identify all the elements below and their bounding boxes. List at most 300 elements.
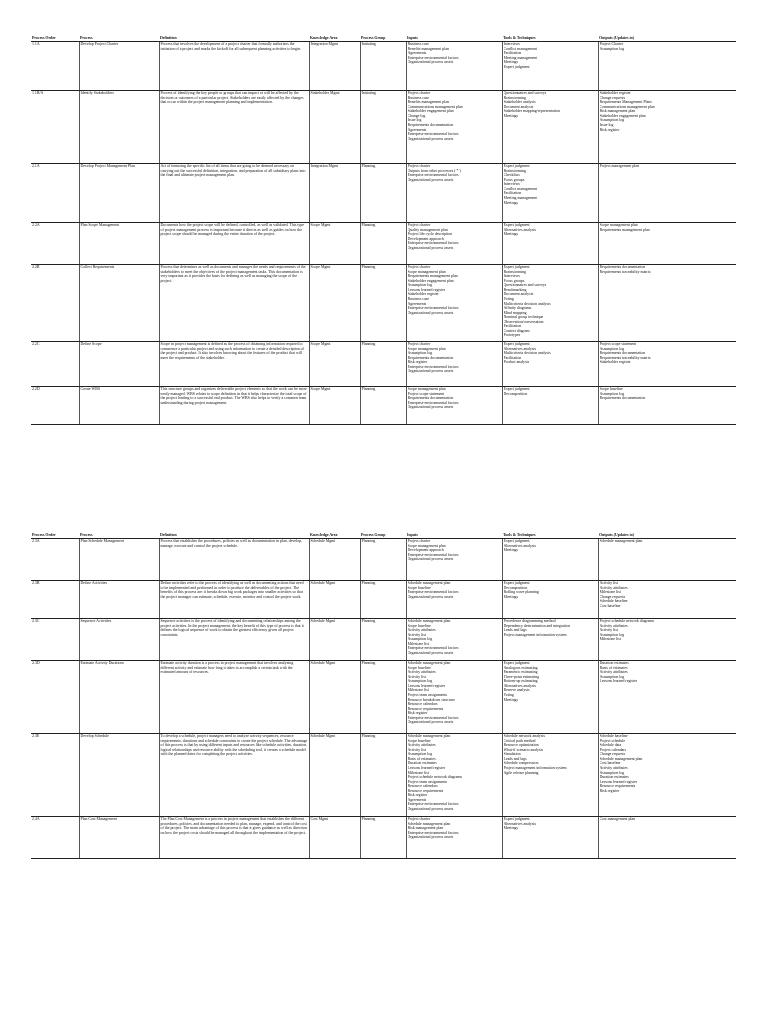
output-item: Requirements management plan (599, 227, 650, 232)
process-order-cell: 2.3B (31, 580, 79, 618)
tool-item: Schedule compression (503, 761, 539, 766)
outputs-cell (598, 386, 736, 424)
input-item: Organizational process assets (407, 136, 454, 141)
tool-item: Brainstorming (503, 95, 526, 100)
output-item: Risk management plan (599, 109, 636, 114)
tool-item: Product analysis (503, 360, 530, 365)
process-name-cell: Define Activities (79, 580, 159, 618)
tool-item: Leads and lags (503, 628, 527, 633)
process-group-cell: Planning (360, 816, 406, 858)
output-item: Assumption log (599, 46, 625, 51)
knowledge-area-cell: Scope Mgmt (309, 386, 360, 424)
tool-item: Agile release planning (503, 770, 539, 775)
output-item: Issue log (599, 123, 614, 128)
knowledge-area-cell: Schedule Mgmt (309, 538, 360, 580)
process-order-cell: 2.3D (31, 660, 79, 733)
input-item: Requirements documentation (407, 396, 454, 401)
tool-item: Brainstorming (503, 269, 526, 274)
tool-item: Interviews (503, 274, 520, 279)
tool-item: Meetings (503, 232, 518, 237)
input-item: Organizational process assets (407, 651, 454, 656)
input-item: Lessons learned register (407, 766, 446, 771)
tool-item: Project management information system (503, 632, 567, 637)
header-definition: Definition (159, 35, 309, 41)
input-item: Business case (407, 42, 430, 47)
tool-item: Leads and lags (503, 756, 527, 761)
process-name-cell: Develop Project Management Plan (79, 163, 159, 222)
tool-item: Facilitation (503, 51, 522, 56)
input-item: Enterprise environmental factors (407, 173, 459, 178)
tool-item: Voting (503, 693, 514, 698)
tools-cell (502, 618, 598, 660)
tool-item: Facilitation (503, 324, 522, 329)
definition-cell: The Plan Cost Management is a process in project management that establishes the different procedures, policies, and documentation needed to plan, manage, expend, and control the cost of the project. The main advantage of this process is that it gives guidance as well as direction on how the project costs should be managed all throughout the implementation of the project. (159, 816, 309, 858)
outputs-cell (598, 90, 736, 163)
tool-item: Meetings (503, 113, 518, 118)
input-item: Enterprise environmental factors (407, 364, 459, 369)
process-group-cell: Planning (360, 264, 406, 341)
tool-item: Expert judgment (503, 164, 530, 169)
table-row (31, 618, 736, 660)
tool-item: Alternatives analysis (503, 346, 537, 351)
input-item: Business case (407, 297, 430, 302)
input-item: Activity list (407, 747, 426, 752)
outputs-cell (598, 538, 736, 580)
inputs-cell (406, 733, 502, 816)
tool-item: Parametric estimating (503, 670, 538, 675)
tool-item: Expert judgment (503, 223, 530, 228)
header-process: Process (79, 35, 159, 41)
tool-item: Project management information system (503, 766, 567, 771)
output-item: Project management plan (599, 164, 640, 169)
input-item: Scope baseline (407, 665, 431, 670)
tool-item: Multicriteria decision analysis (503, 301, 551, 306)
input-item: Assumption log (407, 351, 433, 356)
tool-item: Expert judgment (503, 265, 530, 270)
process-group-cell: Planning (360, 618, 406, 660)
tools-cell (502, 41, 598, 90)
input-item: Requirements documentation (407, 355, 454, 360)
definition-cell: To develop a schedule, project managers need to analyze activity sequences, resource requirements, durations and schedule constraints to create the project schedule. The advantage of this process is that by using different inputs and resources like schedule activities, duration, logical relationships and resource ability with the scheduling tool, it creates a schedule model with the planned dates for completing the project activities. (159, 733, 309, 816)
tool-item: Expert judgment (503, 387, 530, 392)
input-item: Project team assignments (407, 779, 448, 784)
inputs-cell (406, 538, 502, 580)
output-item: Schedule baseline (599, 734, 628, 739)
inputs-cell (406, 386, 502, 424)
input-item: Organizational process assets (407, 245, 454, 250)
input-item: Risk register (407, 711, 428, 716)
input-item: Scope baseline (407, 623, 431, 628)
tool-item: Multicriteria decision analysis (503, 351, 551, 356)
inputs-cell (406, 163, 502, 222)
tool-item: Bottom-up estimating (503, 679, 538, 684)
process-order-cell: 2.3E (31, 733, 79, 816)
tool-item: Mind mapping (503, 310, 527, 315)
output-item: Duration estimates (599, 661, 629, 666)
process-order-cell: 1.1A (31, 41, 79, 90)
table-row (31, 264, 736, 341)
tool-item: Alternatives analysis (503, 543, 537, 548)
outputs-cell (598, 816, 736, 858)
output-item: Activity attributes (599, 766, 628, 771)
output-item: Project Charter (599, 42, 624, 47)
input-item: Benefits management plan (407, 100, 449, 105)
inputs-cell (406, 41, 502, 90)
process-group-cell: Planning (360, 163, 406, 222)
tool-item: Rolling wave planning (503, 590, 539, 595)
input-item: Scope management plan (407, 269, 446, 274)
table-row (31, 816, 736, 858)
input-item: Change log (407, 113, 426, 118)
input-item: Resource requirements (407, 706, 444, 711)
output-item: Stakeholder register (599, 360, 631, 365)
input-item: Project charter (407, 91, 431, 96)
header-tools-techniques: Tools & Techniques (502, 532, 598, 538)
table-row (31, 341, 736, 386)
tool-item: Interviews (503, 42, 520, 47)
tool-item: Precedence diagramming method (503, 619, 556, 624)
tools-cell (502, 163, 598, 222)
header-process-group: Process Group (360, 35, 406, 41)
tools-cell (502, 341, 598, 386)
input-item: Schedule management plan (407, 581, 451, 586)
input-item: Resource requirements (407, 788, 444, 793)
output-item: Assumption log (599, 346, 625, 351)
definition-cell: Process that establishes the procedures, policies as well as documentation in plan, develop, manage, execute and control the project schedule. (159, 538, 309, 580)
process-group-cell: Planning (360, 538, 406, 580)
output-item: Requirements traceability matrix (599, 355, 651, 360)
header-definition: Definition (159, 532, 309, 538)
tool-item: Meetings (503, 826, 518, 831)
tool-item: Decomposition (503, 585, 528, 590)
input-item: Resource calendars (407, 702, 438, 707)
process-order-cell: 2.3C (31, 618, 79, 660)
input-item: Risk register (407, 360, 428, 365)
outputs-cell (598, 222, 736, 264)
tool-item: Meetings (503, 548, 518, 553)
input-item: Resource breakdown structure (407, 697, 455, 702)
input-item: Issue log (407, 118, 422, 123)
outputs-cell (598, 264, 736, 341)
tool-item: Expert judgment (503, 581, 530, 586)
input-item: Milestone list (407, 688, 429, 693)
output-item: Assumption log (599, 391, 625, 396)
tools-cell (502, 264, 598, 341)
output-item: Risk register (599, 127, 620, 132)
tool-item: What-if scenario analysis (503, 747, 544, 752)
input-item: Enterprise environmental factors (407, 830, 459, 835)
input-item: Benefits management plan (407, 46, 449, 51)
tool-item: Prototypes (503, 333, 521, 338)
input-item: Resource calendars (407, 784, 438, 789)
input-item: Quality management plan (407, 227, 448, 232)
outputs-cell (598, 733, 736, 816)
definition-cell: Define activities refer to the process of identifying as well as documenting actions that need to be implemented and performed in order to produce the deliverables of the project. The benefits of this process are: it breaks down big work packages into smaller activities so that the project manager can estimate, schedule, execute, monitor and control the project work. (159, 580, 309, 618)
output-item: Requirements Management Plans (599, 100, 652, 105)
process-name-cell: Define Scope (79, 341, 159, 386)
input-item: Activity list (407, 632, 426, 637)
process-name-cell: Develop Schedule (79, 733, 159, 816)
tool-item: Expert judgment (503, 64, 530, 69)
definition-cell: Act of itemizing the specific list of all items that are going to be deemed necessary on carrying out the successful definition, integration, and preparation of all subsidiary plans into the final and ultimate project management plan. (159, 163, 309, 222)
input-item: Communications management plan (407, 104, 463, 109)
output-item: Change requests (599, 95, 626, 100)
output-item: Requirements documentation (599, 396, 646, 401)
input-item: Scope management plan (407, 543, 446, 548)
output-item: Project schedule network diagrams (599, 619, 655, 624)
tool-item: Facilitation (503, 355, 522, 360)
inputs-cell (406, 816, 502, 858)
process-order-cell: 2.2B (31, 264, 79, 341)
outputs-cell (598, 163, 736, 222)
table-row (31, 660, 736, 733)
output-item: Scope management plan (599, 223, 638, 228)
table-row (31, 386, 736, 424)
process-name-cell: Create WBS (79, 386, 159, 424)
input-item: Project charter (407, 539, 431, 544)
input-item: Agreements (407, 301, 427, 306)
tools-cell (502, 580, 598, 618)
knowledge-area-cell: Scope Mgmt (309, 222, 360, 264)
process-order-cell: 2.3A (31, 538, 79, 580)
output-item: Activity attributes (599, 670, 628, 675)
input-item: Organizational process assets (407, 405, 454, 410)
input-item: Risk register (407, 793, 428, 798)
definition-cell: This structure groups and organizes deliverable project elements so that the work can be more easily managed. WBS relates to scope definition in that it helps characterize the total scope of the project leading to a successful end product. The WBS also helps to verify a common team understanding during project management. (159, 386, 309, 424)
header-process-order: Process Order (31, 532, 79, 538)
input-item: Project charter (407, 342, 431, 347)
tool-item: Meeting management (503, 55, 538, 60)
output-item: Assumption log (599, 674, 625, 679)
input-item: Milestone list (407, 641, 429, 646)
output-item: Requirements traceability matrix (599, 269, 651, 274)
tool-item: Resource optimization (503, 743, 539, 748)
output-item: Cost baseline (599, 603, 621, 608)
input-item: Agreements (407, 51, 427, 56)
input-item: Scope baseline (407, 585, 431, 590)
input-item: Enterprise environmental factors (407, 646, 459, 651)
header-process-group: Process Group (360, 532, 406, 538)
output-item: Communications management plan (599, 104, 655, 109)
process-group-cell: Initiating (360, 90, 406, 163)
tool-item: Interviews (503, 182, 520, 187)
input-item: Outputs from other processes ( * ) (407, 168, 461, 173)
tools-cell (502, 386, 598, 424)
tool-item: Three-point estimating (503, 674, 540, 679)
process-order-cell: 2.4A (31, 816, 79, 858)
input-item: Activity list (407, 674, 426, 679)
output-item: Activity attributes (599, 585, 628, 590)
definition-cell: Process that determines as well as documents and manages the needs and requirements of the stakeholders to meet the objectives of the project management tasks. This documentation is very important as it provides the basis for defining as well as managing the scope of the project. (159, 264, 309, 341)
tool-item: Critical path method (503, 738, 536, 743)
tool-item: Dependency determination and integration (503, 623, 570, 628)
input-item: Scope baseline (407, 738, 431, 743)
input-item: Activity attributes (407, 670, 436, 675)
knowledge-area-cell: Integration Mgmt (309, 41, 360, 90)
knowledge-area-cell: Scope Mgmt (309, 341, 360, 386)
tool-item: Observation/conversation (503, 319, 544, 324)
inputs-cell (406, 222, 502, 264)
tools-cell (502, 733, 598, 816)
process-group-cell: Planning (360, 222, 406, 264)
input-item: Organizational process assets (407, 369, 454, 374)
inputs-cell (406, 341, 502, 386)
outputs-cell (598, 618, 736, 660)
tool-item: Voting (503, 297, 514, 302)
process-name-cell: Sequence Activities (79, 618, 159, 660)
input-item: Scope management plan (407, 387, 446, 392)
tool-item: Stakeholder mapping/representation (503, 109, 560, 114)
header-outputs: Outputs (Updates to) (598, 532, 736, 538)
definition-cell: Scope in project management is defined as the process of obtaining information required to commence a particular project and using such information to create a detailed description of the project and product. It also involves knowing about the features of the product that will meet the requirements of the stakeholder. (159, 341, 309, 386)
tool-item: Document analysis (503, 104, 534, 109)
output-item: Assumption log (599, 632, 625, 637)
tool-item: Conflict management (503, 46, 538, 51)
output-item: Stakeholder engagement plan (599, 113, 646, 118)
process-group-cell: Planning (360, 580, 406, 618)
input-item: Organizational process assets (407, 60, 454, 65)
input-item: Project team assignments (407, 693, 448, 698)
output-item: Cost baseline (599, 761, 621, 766)
knowledge-area-cell: Integration Mgmt (309, 163, 360, 222)
output-item: Change requests (599, 594, 626, 599)
input-item: Enterprise environmental factors (407, 400, 459, 405)
tools-cell (502, 538, 598, 580)
output-item: Activity list (599, 628, 618, 633)
input-item: Enterprise environmental factors (407, 306, 459, 311)
input-item: Enterprise environmental factors (407, 715, 459, 720)
tool-item: Conflict management (503, 186, 538, 191)
output-item: Lessons learned register (599, 779, 638, 784)
output-item: Risk register (599, 788, 620, 793)
tool-item: Alternatives analysis (503, 821, 537, 826)
output-item: Schedule baseline (599, 599, 628, 604)
tool-item: Brainstorming (503, 168, 526, 173)
input-item: Requirements management plan (407, 274, 458, 279)
tool-item: Document analysis (503, 292, 534, 297)
tools-cell (502, 660, 598, 733)
input-item: Project life cycle description (407, 232, 453, 237)
tool-item: Focus groups (503, 177, 525, 182)
output-item: Schedule data (599, 743, 622, 748)
table-row (31, 580, 736, 618)
input-item: Lessons learned register (407, 683, 446, 688)
output-item: Requirements documentation (599, 265, 646, 270)
outputs-cell (598, 660, 736, 733)
process-order-cell: 2.2A (31, 222, 79, 264)
tool-item: Expert judgment (503, 539, 530, 544)
output-item: Schedule management plan (599, 539, 643, 544)
tool-item: Questionnaires and surveys (503, 91, 547, 96)
output-item: Lessons learned register (599, 679, 638, 684)
output-item: Resource requirements (599, 784, 636, 789)
header-outputs: Outputs (Updates to) (598, 35, 736, 41)
output-item: Schedule management plan (599, 756, 643, 761)
process-name-cell: Identify Stakeholders (79, 90, 159, 163)
tools-cell (502, 222, 598, 264)
inputs-cell (406, 618, 502, 660)
tool-item: Reserve analysis (503, 688, 530, 693)
outputs-cell (598, 41, 736, 90)
output-item: Change requests (599, 752, 626, 757)
knowledge-area-cell: Scope Mgmt (309, 264, 360, 341)
input-item: Requirements documentation (407, 123, 454, 128)
input-item: Organizational process assets (407, 720, 454, 725)
input-item: Enterprise environmental factors (407, 802, 459, 807)
input-item: Enterprise environmental factors (407, 590, 459, 595)
input-item: Assumption log (407, 752, 433, 757)
tools-cell (502, 816, 598, 858)
process-name-cell: Estimate Activity Durations (79, 660, 159, 733)
input-item: Organizational process assets (407, 177, 454, 182)
table-row (31, 90, 736, 163)
tool-item: Benchmarking (503, 287, 527, 292)
output-item: Project calendars (599, 747, 627, 752)
tool-item: Nominal group technique (503, 315, 544, 320)
output-item: Stakeholder register (599, 91, 631, 96)
tool-item: Meetings (503, 697, 518, 702)
output-item: Cost management plan (599, 817, 636, 822)
knowledge-area-cell: Schedule Mgmt (309, 580, 360, 618)
header-inputs: Inputs (406, 532, 502, 538)
inputs-cell (406, 660, 502, 733)
tool-item: Alternatives analysis (503, 683, 537, 688)
knowledge-area-cell: Schedule Mgmt (309, 733, 360, 816)
input-item: Business case (407, 95, 430, 100)
table-row (31, 163, 736, 222)
output-item: Project schedule (599, 738, 626, 743)
definition-cell: Sequence activities is the process of identifying and documenting relationships among the project activities. In the project management, the key benefit of this type of process is that it defines the logical sequence of work to obtain the greatest efficiency given all project constraints. (159, 618, 309, 660)
output-item: Basis of estimates (599, 665, 628, 670)
tool-item: Simulation (503, 752, 521, 757)
definition-cell: Documents how the project scope will be defined, controlled, as well as validated. This type of project management process is important because it directs as well as guides on how the project scope should be managed during the entire duration of the project. (159, 222, 309, 264)
input-item: Agreements (407, 127, 427, 132)
input-item: Milestone list (407, 770, 429, 775)
tool-item: Facilitation (503, 191, 522, 196)
process-name-cell: Collect Requirements (79, 264, 159, 341)
input-item: Organizational process assets (407, 806, 454, 811)
output-item: Project scope statement (599, 342, 637, 347)
input-item: Activity attributes (407, 743, 436, 748)
input-item: Agreements (407, 797, 427, 802)
input-item: Schedule management plan (407, 821, 451, 826)
output-item: Activity list (599, 581, 618, 586)
process-order-cell: 2.2C (31, 341, 79, 386)
tool-item: Context diagram (503, 328, 530, 333)
input-item: Enterprise environmental factors (407, 55, 459, 60)
tool-item: Meetings (503, 60, 518, 65)
input-item: Project schedule network diagrams (407, 775, 463, 780)
process-group-cell: Planning (360, 660, 406, 733)
tool-item: Decomposition (503, 391, 528, 396)
process-name-cell: Plan Scope Management (79, 222, 159, 264)
output-item: Scope baseline (599, 387, 623, 392)
definition-cell: Process of identifying the key people or groups that can impact or will be affected by the decision or outcomes of a particular project. Stakeholders are easily affected by the changes that occur within the project management planning and implementation. (159, 90, 309, 163)
input-item: Stakeholder engagement plan (407, 109, 454, 114)
header-knowledge-area: Knowledge Area (309, 532, 360, 538)
header-inputs: Inputs (406, 35, 502, 41)
input-item: Activity attributes (407, 628, 436, 633)
tool-item: Questionnaires and surveys (503, 283, 547, 288)
input-item: Development approach (407, 548, 444, 553)
tool-item: Alternatives analysis (503, 227, 537, 232)
input-item: Enterprise environmental factors (407, 241, 459, 246)
process-group-cell: Planning (360, 341, 406, 386)
tool-item: Meetings (503, 594, 518, 599)
tool-item: Analogous estimating (503, 665, 538, 670)
input-item: Organizational process assets (407, 835, 454, 840)
knowledge-area-cell: Cost Mgmt (309, 816, 360, 858)
